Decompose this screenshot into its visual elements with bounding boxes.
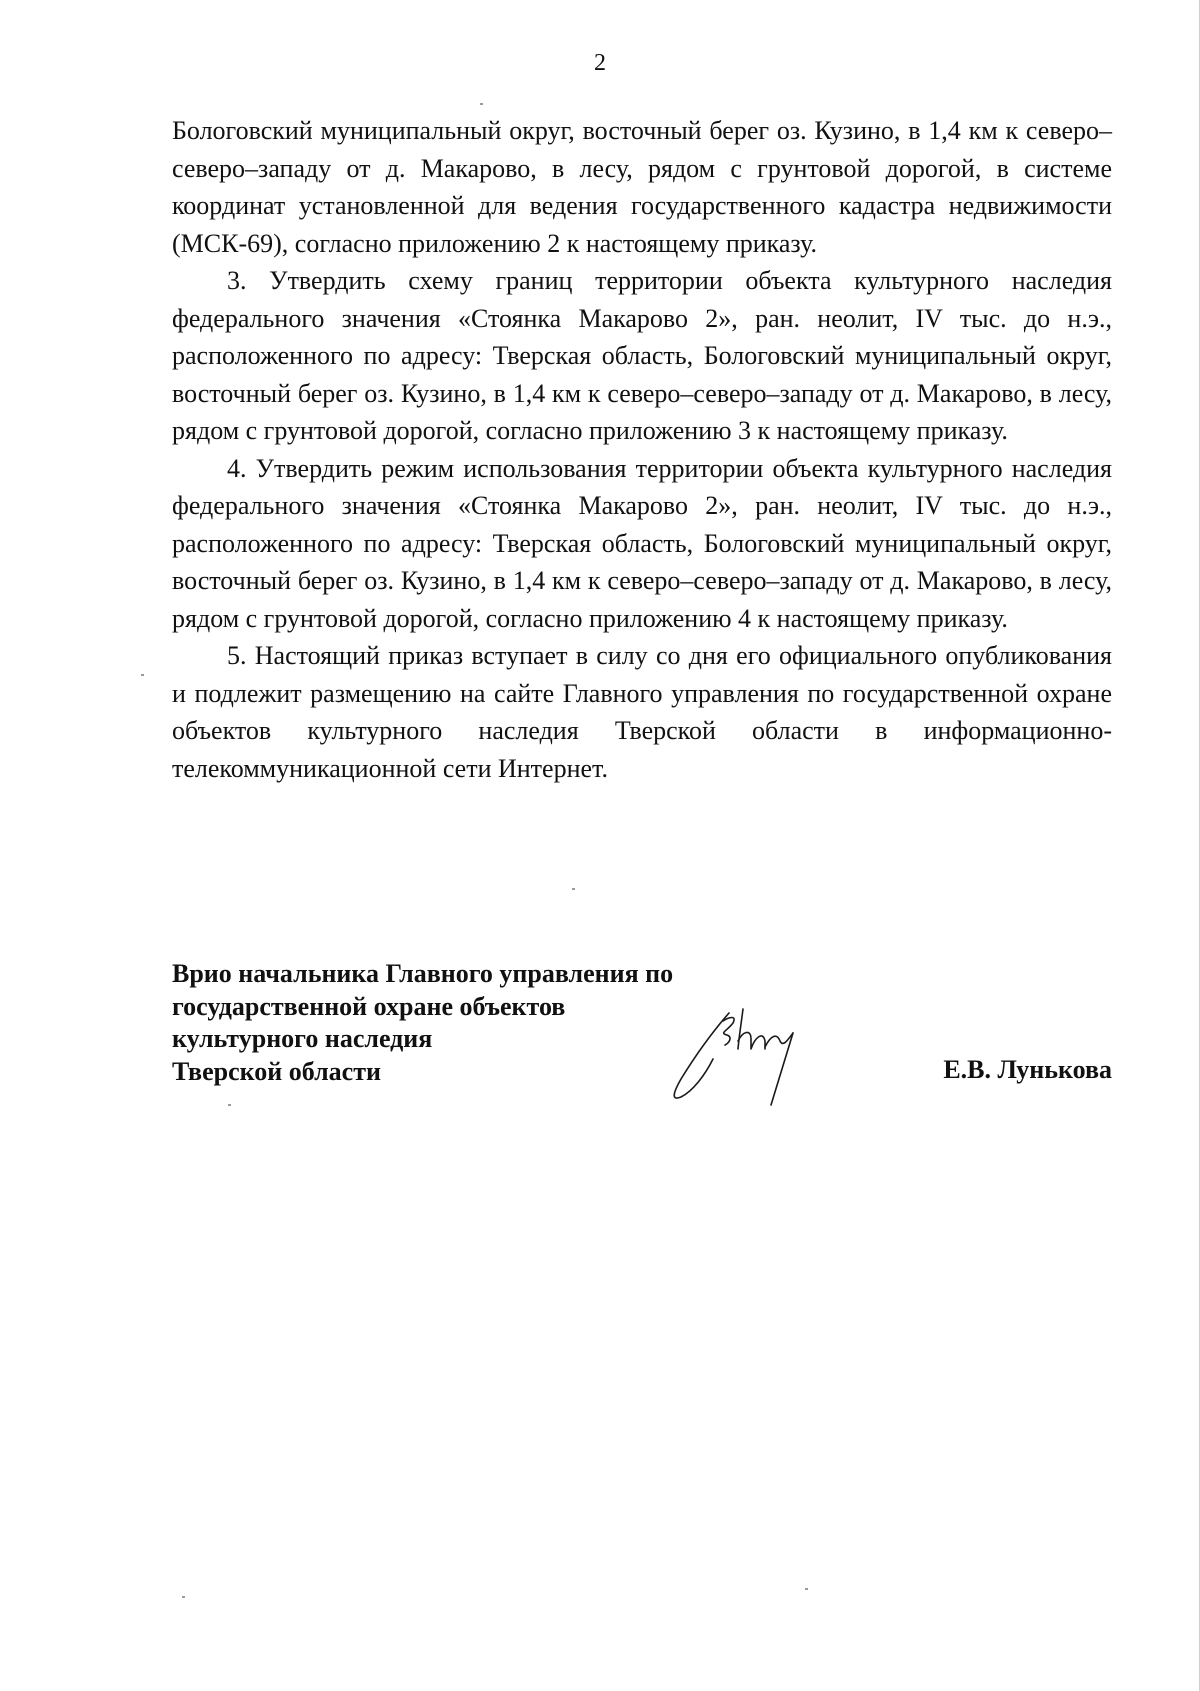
page-number: 2	[594, 50, 606, 76]
paragraph-item-3: 3. Утвердить схему границ территории объекта культурного наследия федерального значения «Стоянка Макарово 2», ран. неолит, IV тыс. до н.э., расположенного по адресу: Тверская область, Бологовский муниципальный округ, восточный берег оз. Кузино, в 1,4 км к северо–северо–западу от д. Макарово, в лесу, рядом с грунтовой дорогой, согласно приложению 3 к настоящему приказу.	[172, 266, 1112, 445]
signer-title-line: государственной охране объектов	[172, 991, 566, 1021]
signer-title-line: Тверской области	[172, 1056, 381, 1086]
signature-block	[172, 958, 1112, 1138]
signer-title-line: культурного наследия	[172, 1024, 433, 1053]
signer-title	[172, 958, 673, 1088]
scan-speck	[805, 1588, 808, 1590]
signer-name: Е.В. Лунькова	[943, 1055, 1112, 1084]
scan-speck	[228, 1104, 231, 1106]
scan-speck	[572, 888, 575, 890]
paragraph-continuation: Бологовский муниципальный округ, восточный берег оз. Кузино, в 1,4 км к северо–северо–западу от д. Макарово, в лесу, рядом с грунтовой дорогой, в системе координат установленной для ведения государственного кадастра недвижимости (МСК-69), согласно приложению 2 к настоящему приказу.	[172, 116, 1112, 258]
paragraph-item-4: 4. Утвердить режим использования территории объекта культурного наследия федерального значения «Стоянка Макарово 2», ран. неолит, IV тыс. до н.э., расположенного по адресу: Тверская область, Бологовский муниципальный округ, восточный берег оз. Кузино, в 1,4 км к северо–северо–западу от д. Макарово, в лесу, рядом с грунтовой дорогой, согласно приложению 4 к настоящему приказу.	[172, 453, 1112, 633]
document-body	[172, 112, 1112, 787]
scan-speck	[480, 103, 483, 105]
handwritten-signature	[667, 1001, 837, 1106]
scan-speck	[141, 674, 144, 676]
scan-speck	[182, 1596, 185, 1598]
signer-title-line: Врио начальника Главного управления по	[172, 959, 674, 988]
paragraph-item-5: 5. Настоящий приказ вступает в силу со дня его официального опубликования и подлежит размещению на сайте Главного управления по государственной охране объектов культурного наследия Тверской области в информационно-телекоммуникационной сети Интернет.	[172, 641, 1112, 783]
